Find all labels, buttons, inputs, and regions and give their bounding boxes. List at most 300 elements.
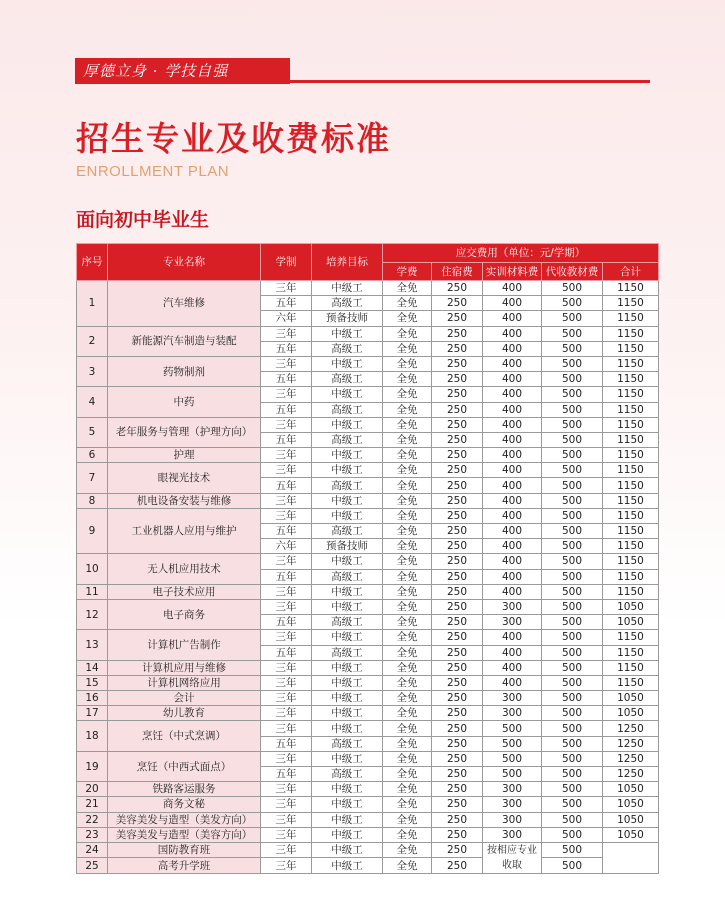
cell-tuition: 全免: [383, 341, 432, 356]
cell-duration: 三年: [261, 812, 312, 827]
cell-tuition: 全免: [383, 356, 432, 371]
cell-lodging: 250: [432, 387, 483, 402]
cell-target: 中级工: [312, 675, 383, 690]
cell-lodging: 250: [432, 842, 483, 858]
cell-lodging: 250: [432, 372, 483, 387]
cell-total: 1150: [603, 372, 659, 387]
cell-books: 500: [542, 508, 603, 523]
cell-duration: 五年: [261, 736, 312, 751]
cell-lodging: 250: [432, 478, 483, 493]
cell-duration: 三年: [261, 782, 312, 797]
cell-duration: 三年: [261, 660, 312, 675]
table-row: [77, 751, 659, 766]
cell-lodging: 250: [432, 827, 483, 842]
cell-tuition: 全免: [383, 812, 432, 827]
cell-tuition: 全免: [383, 478, 432, 493]
cell-tuition: 全免: [383, 767, 432, 782]
cell-lodging: 250: [432, 463, 483, 478]
cell-lodging: 250: [432, 599, 483, 614]
row-seq: 22: [77, 812, 108, 827]
cell-duration: 六年: [261, 539, 312, 554]
header-total: 合计: [603, 263, 659, 281]
table-row: [77, 797, 659, 812]
cell-lodging: 250: [432, 524, 483, 539]
cell-lodging: 250: [432, 615, 483, 630]
cell-tuition: 全免: [383, 615, 432, 630]
cell-training: 400: [483, 448, 542, 463]
cell-tuition: 全免: [383, 508, 432, 523]
cell-training: 400: [483, 524, 542, 539]
row-major: 老年服务与管理（护理方向）: [108, 417, 261, 447]
cell-duration: 五年: [261, 569, 312, 584]
row-seq: 13: [77, 630, 108, 660]
header-lodging: 住宿费: [432, 263, 483, 281]
cell-target: 高级工: [312, 341, 383, 356]
cell-lodging: 250: [432, 341, 483, 356]
cell-training: 300: [483, 827, 542, 842]
cell-duration: 五年: [261, 767, 312, 782]
cell-duration: 三年: [261, 691, 312, 706]
cell-tuition: 全免: [383, 372, 432, 387]
fee-table-body: [77, 281, 659, 874]
cell-target: 中级工: [312, 812, 383, 827]
table-row: [77, 706, 659, 721]
cell-training: 400: [483, 432, 542, 447]
cell-target: 中级工: [312, 584, 383, 599]
cell-duration: 六年: [261, 311, 312, 326]
row-major: 护理: [108, 448, 261, 463]
cell-books: 500: [542, 736, 603, 751]
cell-lodging: 250: [432, 417, 483, 432]
row-seq: 3: [77, 356, 108, 386]
cell-total: 1150: [603, 508, 659, 523]
cell-lodging: 250: [432, 569, 483, 584]
row-seq: 10: [77, 554, 108, 584]
cell-books: 500: [542, 645, 603, 660]
cell-lodging: 250: [432, 721, 483, 736]
cell-training: 300: [483, 706, 542, 721]
cell-training: 400: [483, 630, 542, 645]
row-major: 国防教育班: [108, 842, 261, 858]
cell-total: 1250: [603, 736, 659, 751]
cell-training: 400: [483, 554, 542, 569]
fee-table: [76, 243, 659, 874]
cell-books: 500: [542, 463, 603, 478]
cell-books: 500: [542, 675, 603, 690]
cell-training: 400: [483, 356, 542, 371]
cell-lodging: 250: [432, 751, 483, 766]
header-fees-group: 应交费用（单位：元/学期）: [383, 244, 659, 263]
cell-tuition: 全免: [383, 448, 432, 463]
cell-training: 300: [483, 782, 542, 797]
cell-duration: 三年: [261, 356, 312, 371]
cell-total: 1150: [603, 524, 659, 539]
row-major: 电子商务: [108, 599, 261, 629]
cell-total: 1150: [603, 432, 659, 447]
cell-training: 400: [483, 660, 542, 675]
cell-target: 中级工: [312, 599, 383, 614]
table-row: [77, 448, 659, 463]
row-seq: 25: [77, 858, 108, 874]
cell-books: 500: [542, 569, 603, 584]
cell-total: 1150: [603, 463, 659, 478]
cell-target: 中级工: [312, 751, 383, 766]
cell-total: 1150: [603, 356, 659, 371]
cell-lodging: 250: [432, 326, 483, 341]
table-row: [77, 842, 659, 858]
table-row: [77, 356, 659, 371]
cell-tuition: 全免: [383, 402, 432, 417]
cell-target: 高级工: [312, 478, 383, 493]
cell-total: 1150: [603, 675, 659, 690]
cell-target: 中级工: [312, 281, 383, 296]
page-title: 招生专业及收费标准: [76, 119, 391, 158]
cell-total: 1150: [603, 417, 659, 432]
cell-target: 中级工: [312, 493, 383, 508]
cell-training: 400: [483, 493, 542, 508]
cell-total: 1150: [603, 493, 659, 508]
row-seq: 6: [77, 448, 108, 463]
cell-total: 1150: [603, 326, 659, 341]
cell-total: 1050: [603, 599, 659, 614]
cell-duration: 五年: [261, 341, 312, 356]
cell-total: 1150: [603, 478, 659, 493]
table-row: [77, 660, 659, 675]
cell-tuition: 全免: [383, 675, 432, 690]
cell-target: 中级工: [312, 858, 383, 874]
cell-tuition: 全免: [383, 281, 432, 296]
cell-target: 高级工: [312, 524, 383, 539]
cell-duration: 五年: [261, 478, 312, 493]
cell-lodging: 250: [432, 706, 483, 721]
cell-tuition: 全免: [383, 797, 432, 812]
cell-duration: 五年: [261, 615, 312, 630]
cell-duration: 三年: [261, 721, 312, 736]
section-title: 面向初中毕业生: [76, 209, 210, 231]
cell-lodging: 250: [432, 448, 483, 463]
header-training: 实训材料费: [483, 263, 542, 281]
row-major: 中药: [108, 387, 261, 417]
cell-books: 500: [542, 372, 603, 387]
cell-total: 1150: [603, 387, 659, 402]
cell-duration: 三年: [261, 675, 312, 690]
cell-tuition: 全免: [383, 842, 432, 858]
cell-target: 中级工: [312, 463, 383, 478]
cell-training: 300: [483, 797, 542, 812]
cell-books: 500: [542, 539, 603, 554]
row-seq: 23: [77, 827, 108, 842]
cell-books: 500: [542, 341, 603, 356]
cell-duration: 三年: [261, 554, 312, 569]
cell-training-note: 按相应专业收取: [483, 842, 542, 873]
cell-lodging: 250: [432, 645, 483, 660]
cell-lodging: 250: [432, 630, 483, 645]
row-major: 汽车维修: [108, 281, 261, 327]
cell-lodging: 250: [432, 356, 483, 371]
cell-duration: 三年: [261, 281, 312, 296]
row-seq: 4: [77, 387, 108, 417]
cell-duration: 三年: [261, 858, 312, 874]
cell-training: 400: [483, 402, 542, 417]
cell-target: 中级工: [312, 842, 383, 858]
cell-total: 1150: [603, 448, 659, 463]
cell-training: 400: [483, 569, 542, 584]
cell-target: 中级工: [312, 782, 383, 797]
cell-books: 500: [542, 615, 603, 630]
row-major: 计算机应用与维修: [108, 660, 261, 675]
cell-duration: 五年: [261, 296, 312, 311]
cell-tuition: 全免: [383, 599, 432, 614]
cell-lodging: 250: [432, 508, 483, 523]
header-books: 代收教材费: [542, 263, 603, 281]
row-major: 会计: [108, 691, 261, 706]
cell-books: 500: [542, 782, 603, 797]
cell-tuition: 全免: [383, 493, 432, 508]
cell-books: 500: [542, 660, 603, 675]
cell-books: 500: [542, 630, 603, 645]
cell-books: 500: [542, 524, 603, 539]
cell-training: 400: [483, 326, 542, 341]
cell-duration: 三年: [261, 599, 312, 614]
cell-total: 1150: [603, 554, 659, 569]
cell-lodging: 250: [432, 311, 483, 326]
cell-lodging: 250: [432, 281, 483, 296]
cell-target: 高级工: [312, 767, 383, 782]
cell-duration: 三年: [261, 630, 312, 645]
cell-tuition: 全免: [383, 296, 432, 311]
table-row: [77, 554, 659, 569]
cell-total: 1050: [603, 615, 659, 630]
cell-tuition: 全免: [383, 660, 432, 675]
cell-lodging: 250: [432, 797, 483, 812]
cell-books: 500: [542, 858, 603, 874]
cell-training: 400: [483, 296, 542, 311]
header-duration: 学制: [261, 244, 312, 281]
cell-duration: 五年: [261, 432, 312, 447]
row-seq: 20: [77, 782, 108, 797]
cell-target: 中级工: [312, 508, 383, 523]
cell-books: 500: [542, 326, 603, 341]
cell-total: 1050: [603, 706, 659, 721]
cell-books: 500: [542, 311, 603, 326]
cell-target: 中级工: [312, 630, 383, 645]
row-major: 新能源汽车制造与装配: [108, 326, 261, 356]
cell-tuition: 全免: [383, 417, 432, 432]
row-major: 眼视光技术: [108, 463, 261, 493]
row-major: 铁路客运服务: [108, 782, 261, 797]
cell-tuition: 全免: [383, 432, 432, 447]
cell-tuition: 全免: [383, 524, 432, 539]
cell-total: 1150: [603, 296, 659, 311]
cell-books: 500: [542, 387, 603, 402]
cell-tuition: 全免: [383, 827, 432, 842]
cell-training: 300: [483, 599, 542, 614]
row-seq: 12: [77, 599, 108, 629]
cell-total: 1150: [603, 569, 659, 584]
cell-lodging: 250: [432, 554, 483, 569]
cell-books: 500: [542, 797, 603, 812]
cell-tuition: 全免: [383, 326, 432, 341]
cell-tuition: 全免: [383, 706, 432, 721]
cell-total: 1150: [603, 281, 659, 296]
table-row: [77, 281, 659, 296]
cell-target: 高级工: [312, 736, 383, 751]
row-seq: 7: [77, 463, 108, 493]
cell-total: 1150: [603, 584, 659, 599]
cell-training: 400: [483, 387, 542, 402]
row-seq: 2: [77, 326, 108, 356]
table-row: [77, 584, 659, 599]
cell-lodging: 250: [432, 736, 483, 751]
cell-target: 中级工: [312, 660, 383, 675]
cell-training: 400: [483, 645, 542, 660]
cell-training: 400: [483, 539, 542, 554]
cell-lodging: 250: [432, 812, 483, 827]
table-row: [77, 326, 659, 341]
cell-target: 中级工: [312, 691, 383, 706]
table-row: [77, 691, 659, 706]
cell-training: 400: [483, 463, 542, 478]
cell-target: 高级工: [312, 372, 383, 387]
table-row: [77, 493, 659, 508]
cell-books: 500: [542, 767, 603, 782]
cell-training: 500: [483, 767, 542, 782]
cell-total: 1050: [603, 797, 659, 812]
cell-total: 1150: [603, 630, 659, 645]
cell-books: 500: [542, 448, 603, 463]
table-row: [77, 858, 659, 874]
row-seq: 8: [77, 493, 108, 508]
row-major: 幼儿教育: [108, 706, 261, 721]
cell-books: 500: [542, 281, 603, 296]
table-row: [77, 812, 659, 827]
cell-training: 400: [483, 311, 542, 326]
cell-duration: 三年: [261, 417, 312, 432]
table-row: [77, 675, 659, 690]
cell-tuition: 全免: [383, 721, 432, 736]
header-tuition: 学费: [383, 263, 432, 281]
cell-duration: 三年: [261, 751, 312, 766]
row-major: 计算机广告制作: [108, 630, 261, 660]
row-seq: 9: [77, 508, 108, 554]
cell-books: 500: [542, 356, 603, 371]
cell-lodging: 250: [432, 767, 483, 782]
cell-total: 1050: [603, 691, 659, 706]
row-major: 机电设备安装与维修: [108, 493, 261, 508]
cell-tuition: 全免: [383, 858, 432, 874]
slogan-text: 厚德立身 · 学技自强: [83, 62, 229, 80]
cell-total: 1150: [603, 402, 659, 417]
cell-training: 400: [483, 281, 542, 296]
cell-books: 500: [542, 751, 603, 766]
cell-tuition: 全免: [383, 782, 432, 797]
cell-duration: 三年: [261, 842, 312, 858]
cell-duration: 五年: [261, 524, 312, 539]
table-row: [77, 630, 659, 645]
cell-tuition: 全免: [383, 539, 432, 554]
cell-training: 400: [483, 675, 542, 690]
cell-books: 500: [542, 493, 603, 508]
cell-tuition: 全免: [383, 584, 432, 599]
cell-total: 1150: [603, 341, 659, 356]
cell-target: 中级工: [312, 706, 383, 721]
cell-total: 1050: [603, 782, 659, 797]
cell-lodging: 250: [432, 539, 483, 554]
cell-duration: 三年: [261, 584, 312, 599]
cell-target: 高级工: [312, 296, 383, 311]
cell-target: 中级工: [312, 827, 383, 842]
cell-lodging: 250: [432, 660, 483, 675]
cell-books: 500: [542, 402, 603, 417]
cell-duration: 三年: [261, 797, 312, 812]
cell-books: 500: [542, 691, 603, 706]
row-seq: 15: [77, 675, 108, 690]
table-row: [77, 463, 659, 478]
row-major: 药物制剂: [108, 356, 261, 386]
cell-target: 中级工: [312, 721, 383, 736]
cell-training: 500: [483, 721, 542, 736]
cell-lodging: 250: [432, 402, 483, 417]
row-major: 美容美发与造型（美容方向）: [108, 827, 261, 842]
row-major: 工业机器人应用与维护: [108, 508, 261, 554]
cell-tuition: 全免: [383, 751, 432, 766]
cell-total: 1050: [603, 812, 659, 827]
cell-lodging: 250: [432, 584, 483, 599]
cell-training: 400: [483, 341, 542, 356]
cell-total: 1050: [603, 827, 659, 842]
page-subtitle: ENROLLMENT PLAN: [76, 163, 230, 180]
cell-training: 500: [483, 751, 542, 766]
cell-books: 500: [542, 554, 603, 569]
cell-tuition: 全免: [383, 554, 432, 569]
cell-lodging: 250: [432, 675, 483, 690]
cell-tuition: 全免: [383, 645, 432, 660]
cell-target: 高级工: [312, 402, 383, 417]
row-seq: 11: [77, 584, 108, 599]
cell-training: 400: [483, 584, 542, 599]
cell-tuition: 全免: [383, 569, 432, 584]
cell-duration: 三年: [261, 448, 312, 463]
cell-total-blank: [603, 842, 659, 873]
row-major: 美容美发与造型（美发方向）: [108, 812, 261, 827]
cell-books: 500: [542, 599, 603, 614]
header-seq: 序号: [77, 244, 108, 281]
cell-tuition: 全免: [383, 387, 432, 402]
cell-duration: 三年: [261, 493, 312, 508]
cell-books: 500: [542, 842, 603, 858]
cell-tuition: 全免: [383, 736, 432, 751]
cell-lodging: 250: [432, 493, 483, 508]
cell-duration: 三年: [261, 463, 312, 478]
row-major: 高考升学班: [108, 858, 261, 874]
row-major: 烹饪（中式烹调）: [108, 721, 261, 751]
cell-target: 高级工: [312, 569, 383, 584]
cell-books: 500: [542, 584, 603, 599]
row-seq: 21: [77, 797, 108, 812]
cell-target: 预备技师: [312, 311, 383, 326]
cell-books: 500: [542, 812, 603, 827]
table-row: [77, 827, 659, 842]
cell-target: 中级工: [312, 326, 383, 341]
cell-duration: 五年: [261, 402, 312, 417]
cell-training: 400: [483, 417, 542, 432]
cell-books: 500: [542, 417, 603, 432]
cell-duration: 三年: [261, 387, 312, 402]
cell-duration: 三年: [261, 706, 312, 721]
row-seq: 17: [77, 706, 108, 721]
cell-target: 中级工: [312, 356, 383, 371]
cell-lodging: 250: [432, 432, 483, 447]
